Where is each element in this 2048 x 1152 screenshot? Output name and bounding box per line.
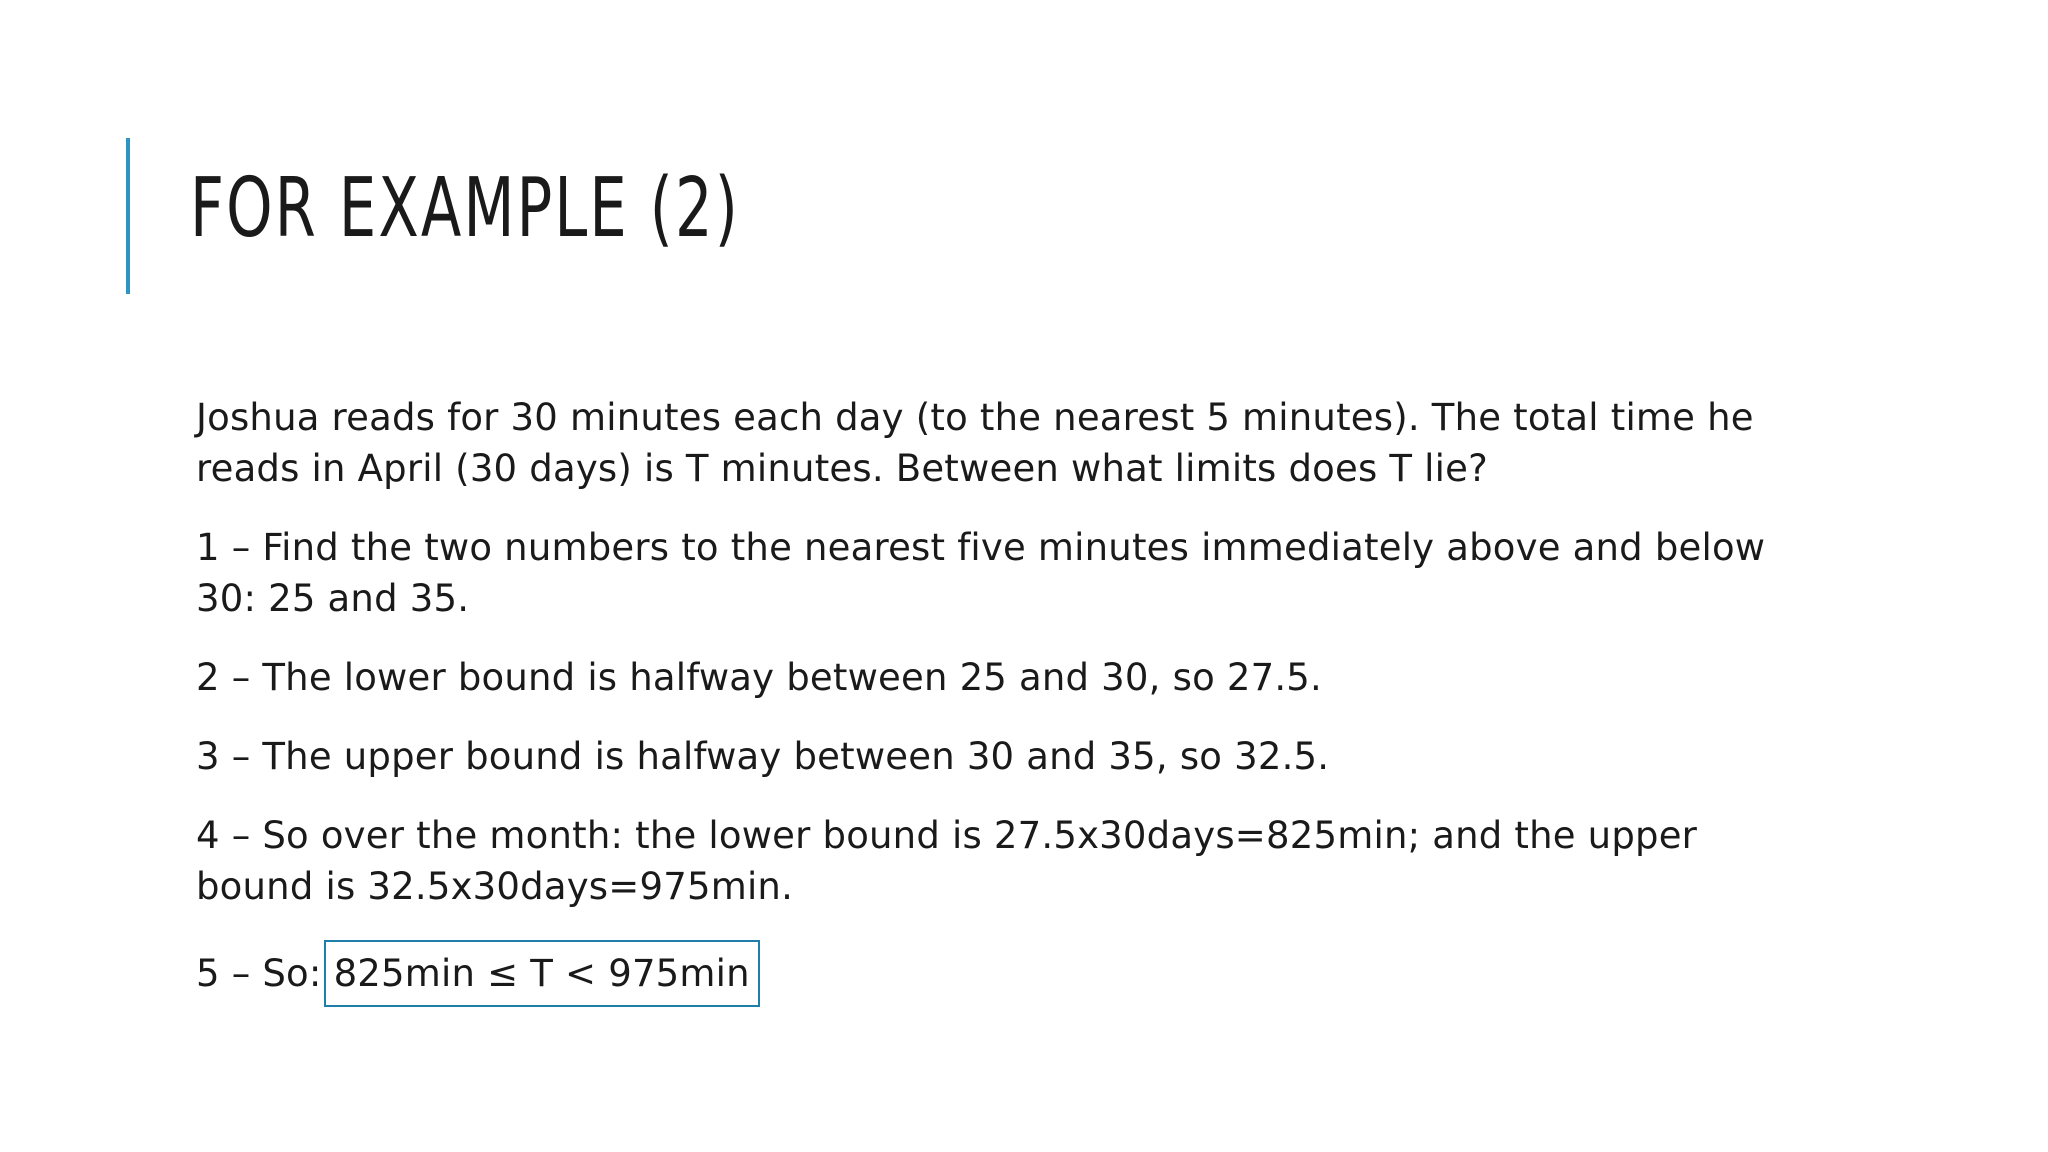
step-2 [196, 652, 1816, 703]
step-2-line-1: 2 – The lower bound is halfway between 25 and 30, so 27.5. [196, 656, 1323, 699]
problem-line-1: Joshua reads for 30 minutes each day (to the nearest 5 minutes). The total time he [196, 396, 1754, 439]
title-accent-bar [126, 138, 130, 294]
step-1-line-1: 1 – Find the two numbers to the nearest five minutes immediately above and below [196, 526, 1766, 569]
problem-line-2: reads in April (30 days) is T minutes. Between what limits does T lie? [196, 447, 1488, 490]
step-3 [196, 731, 1816, 782]
slide-body [196, 392, 1816, 1035]
step-3-line-1: 3 – The upper bound is halfway between 30 and 35, so 32.5. [196, 735, 1330, 778]
step-5 [196, 940, 1816, 1007]
step-5-prefix: 5 – So: [196, 952, 322, 995]
step-4-line-1: 4 – So over the month: the lower bound is 27.5x30days=825min; and the upper [196, 814, 1698, 857]
problem-statement [196, 392, 1816, 494]
step-1 [196, 522, 1816, 624]
step-4-line-2: bound is 32.5x30days=975min. [196, 865, 794, 908]
step-4 [196, 810, 1816, 912]
step-1-line-2: 30: 25 and 35. [196, 577, 470, 620]
final-answer-box: 825min ≤ T < 975min [324, 940, 760, 1007]
slide-title: FOR EXAMPLE (2) [190, 161, 740, 256]
